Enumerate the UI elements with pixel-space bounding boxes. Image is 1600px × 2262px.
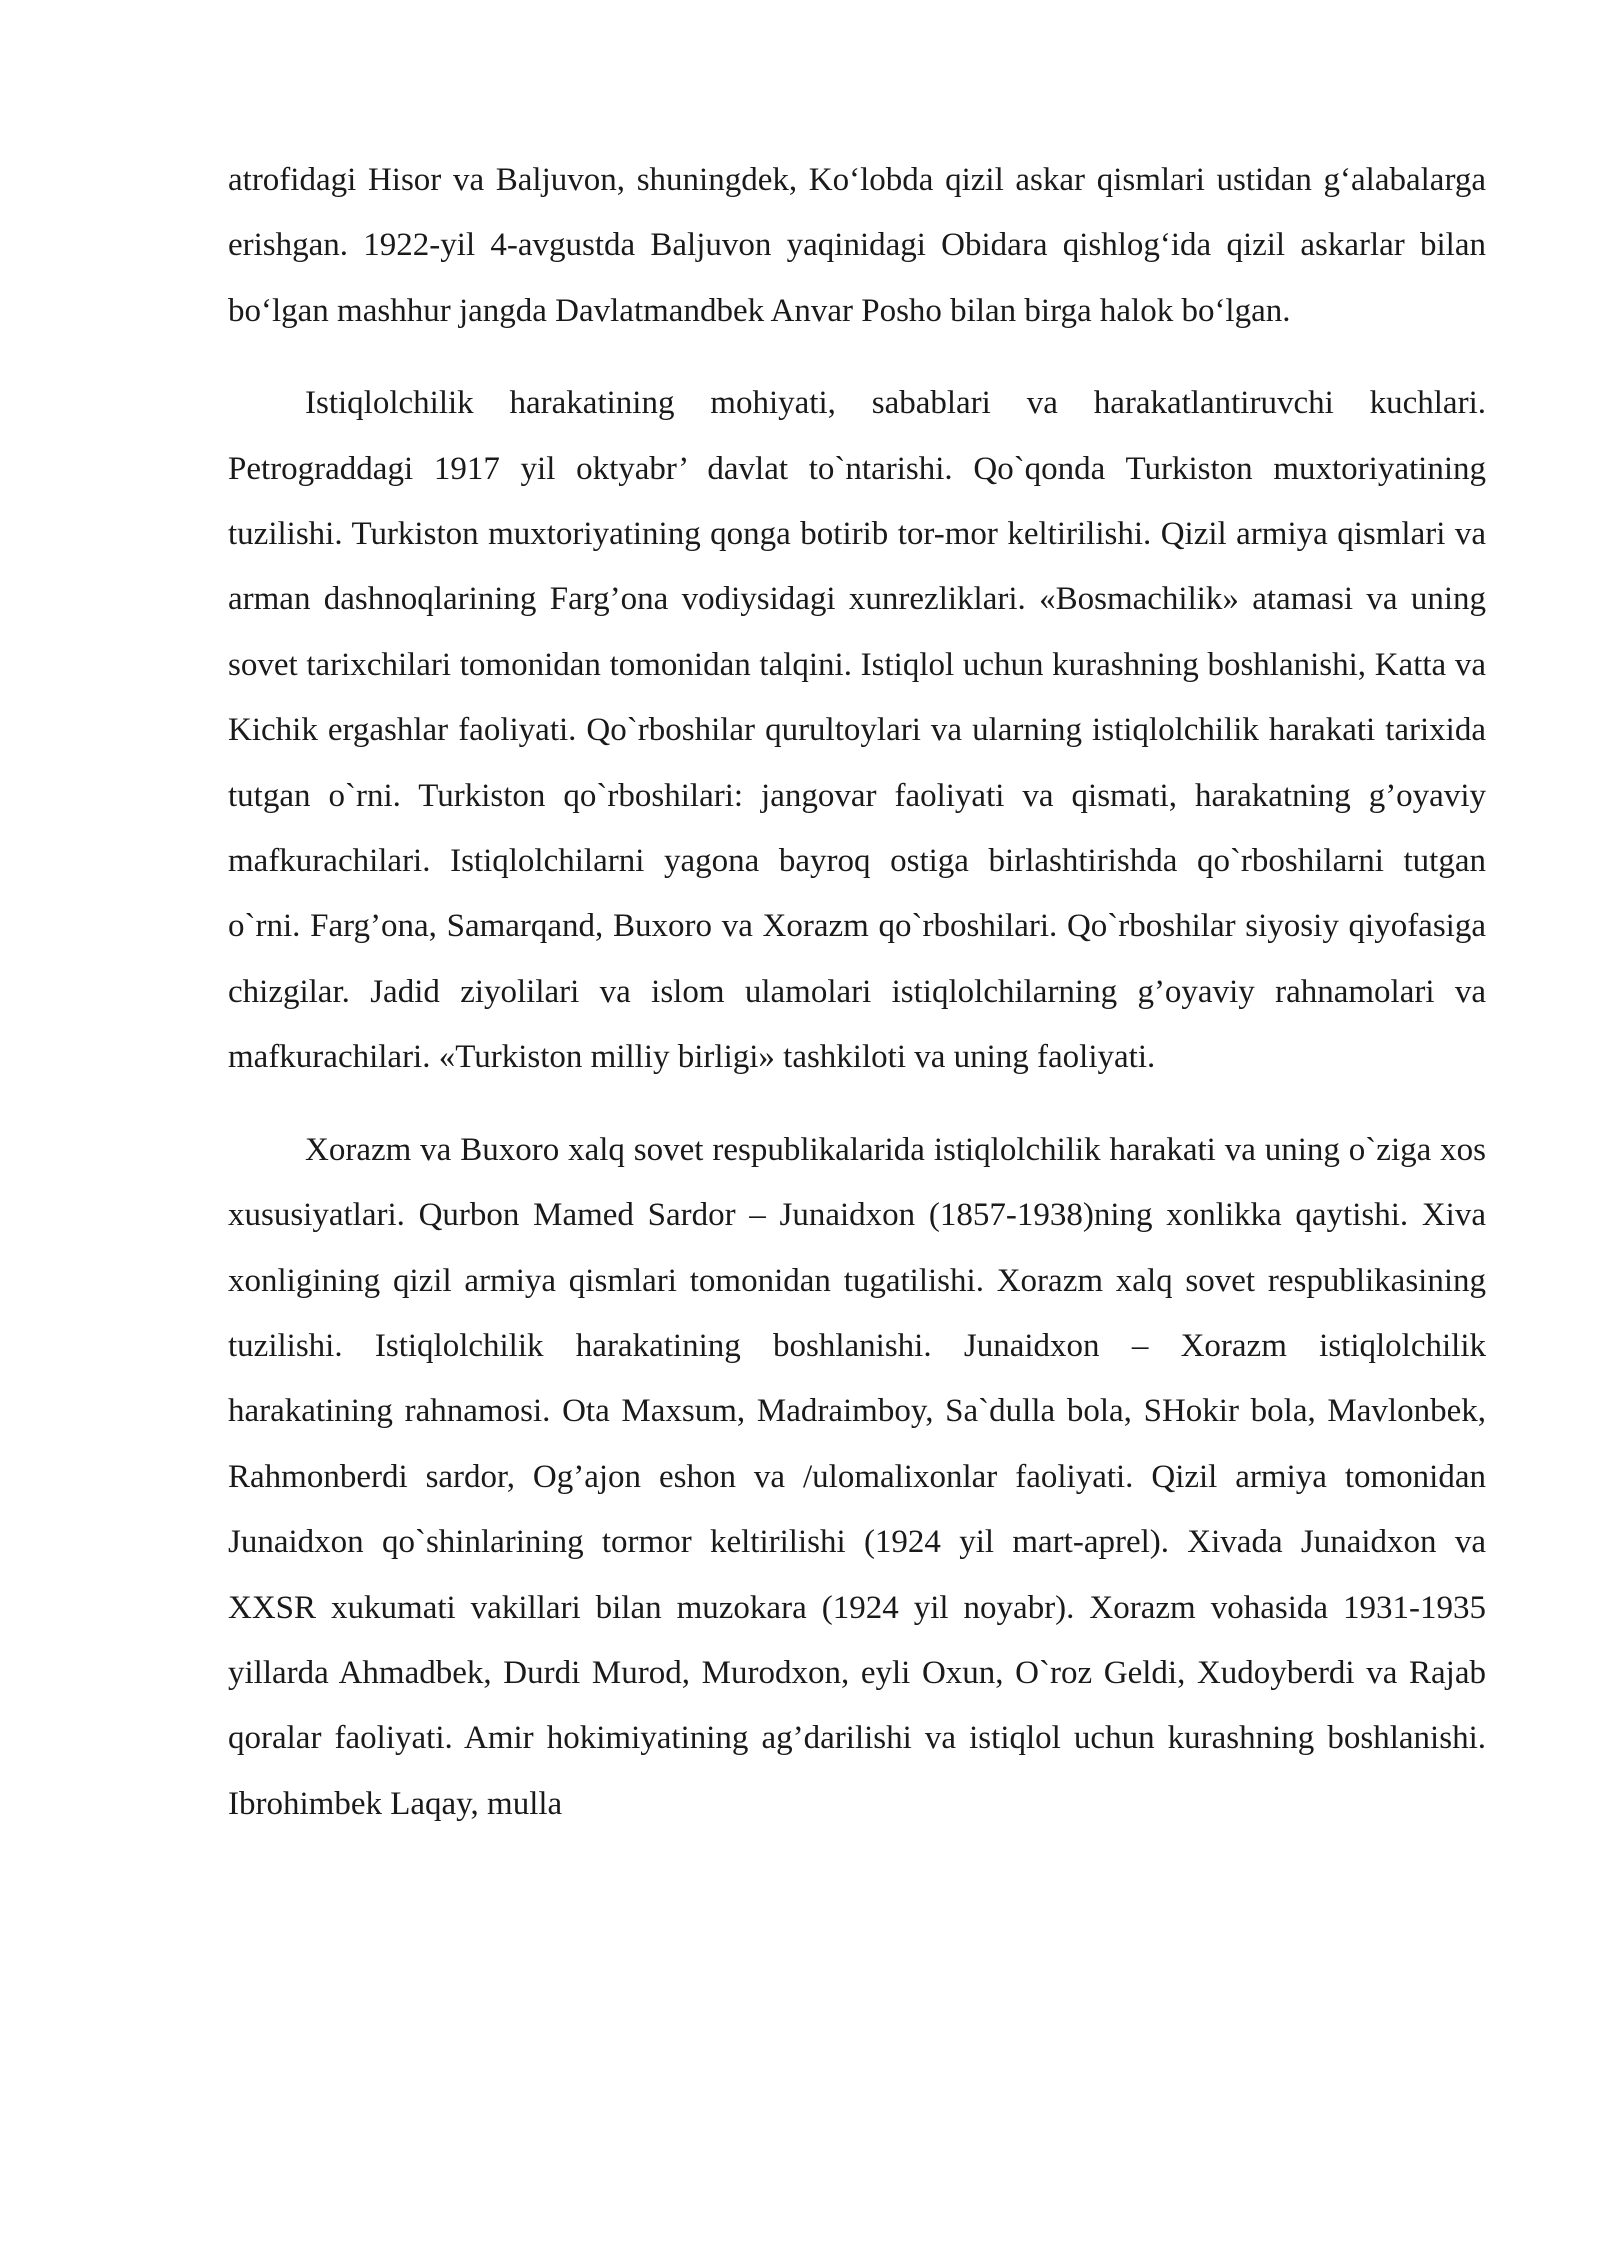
paragraph-continuation: atrofidagi Hisor va Baljuvon, shuningdek, Ko‘lobda qizil askar qismlari ustidan g‘alabalarga erishgan. 1922-yil 4-avgustda Baljuvon yaqinidagi Obidara qishlog‘ida qizil askarlar bilan bo‘lgan mashhur jangda Davlatmandbek Anvar Posho bilan birga halok bo‘lgan. [228, 162, 1486, 329]
paragraph-istiqlolchilik: Istiqlolchilik harakatining mohiyati, sabablari va harakatlantiruvchi kuchlari. Petrograddagi 1917 yil oktyabr’ davlat to`ntarishi. Qo`qonda Turkiston muxtoriyatining tuzilishi. Turkiston muxtoriyatining qonga botirib tor-mor keltirilishi. Qizil armiya qismlari va arman dashnoqlarining Farg’ona vodiysidagi xunrezliklari. «Bosmachilik» atamasi va uning sovet tarixchilari tomonidan tomonidan talqini. Istiqlol uchun kurashning boshlanishi, Katta va Kichik ergashlar faoliyati. Qo`rboshilar qurultoylari va ularning istiqlolchilik harakati tarixida tutgan o`rni. Turkiston qo`rboshilari: jangovar faoliyati va qismati, harakatning g’oyaviy mafkurachilari. Istiqlolchilarni yagona bayroq ostiga birlashtirishda qo`rboshilarni tutgan o`rni. Farg’ona, Samarqand, Buxoro va Xorazm qo`rboshilari. Qo`rboshilar siyosiy qiyofasiga chizgilar. Jadid ziyolilari va islom ulamolari istiqlolchilarning g’oyaviy rahnamolari va mafkurachilari. «Turkiston milliy birligi» tashkiloti va uning faoliyati. [228, 385, 1486, 1076]
document-page [228, 148, 1486, 1864]
paragraph-xorazm-buxoro: Xorazm va Buxoro xalq sovet respublikalarida istiqlolchilik harakati va uning o`ziga xos xususiyatlari. Qurbon Mamed Sardor – Junaidxon (1857-1938)ning xonlikka qaytishi. Xiva xonligining qizil armiya qismlari tomonidan tugatilishi. Xorazm xalq sovet respublikasining tuzilishi. Istiqlolchilik harakatining boshlanishi. Junaidxon – Xorazm istiqlolchilik harakatining rahnamosi. Ota Maxsum, Madraimboy, Sa`dulla bola, SHokir bola, Mavlonbek, Rahmonberdi sardor, Og’ajon eshon va /ulomalixonlar faoliyati. Qizil armiya tomonidan Junaidxon qo`shinlarining tormor keltirilishi (1924 yil mart-aprel). Xivada Junaidxon va XXSR xukumati vakillari bilan muzokara (1924 yil noyabr). Xorazm vohasida 1931-1935 yillarda Ahmadbek, Durdi Murod, Murodxon, eyli Oxun, O`roz Geldi, Xudoyberdi va Rajab qoralar faoliyati. Amir hokimiyatining ag’darilishi va istiqlol uchun kurashning boshlanishi. Ibrohimbek Laqay, mulla [228, 1131, 1486, 1822]
